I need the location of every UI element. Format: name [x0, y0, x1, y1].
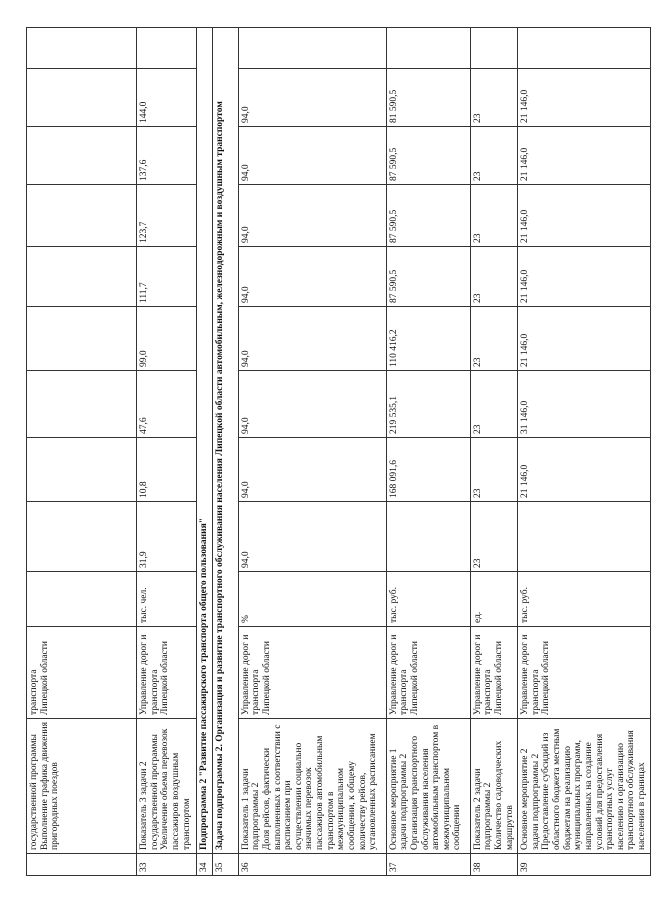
row-name: Показатель 3 задачи 2 государственной программы Увеличение объема перевозок пассажиров воздушным транспортом: [137, 719, 197, 854]
row-value: 21 146,0: [518, 185, 651, 247]
row-unit: [27, 572, 137, 627]
row-value: 168 091,6: [386, 438, 470, 502]
task-header: Задача подпрограммы 2. Организация и развитие транспортного обслуживания населения Липецкой области автомобильным, железнодорожным и воздушным транспортом: [212, 28, 238, 854]
row-value: [27, 371, 137, 438]
row-value: 94,0: [238, 502, 386, 572]
row-value: 94,0: [238, 371, 386, 438]
row-number: 38: [470, 854, 518, 876]
row-value: 10,8: [137, 438, 197, 502]
row-value: 23: [470, 247, 518, 307]
row-value: 23: [470, 371, 518, 438]
row-number: 39: [518, 854, 651, 876]
row-name: государственной программы Выполнение графика движения пригородных поездов: [27, 719, 137, 854]
row-value: 23: [470, 438, 518, 502]
subprogram-header: Подпрограмма 2 "Развитие пассажирского транспорта общего пользования": [197, 28, 213, 854]
table-row: [212, 28, 238, 876]
row-value: 23: [470, 69, 518, 127]
row-unit: тыс. руб.: [386, 572, 470, 627]
table-body: [27, 28, 651, 876]
row-value: [137, 28, 197, 69]
row-executor: Управление дорог и транспорта Липецкой области: [386, 627, 470, 719]
row-number: 36: [238, 854, 386, 876]
row-number: 33: [137, 854, 197, 876]
row-number: [27, 854, 137, 876]
row-value: 23: [470, 307, 518, 371]
row-value: 47,6: [137, 371, 197, 438]
row-value: 219 535,1: [386, 371, 470, 438]
row-name: Основное мероприятие 2 задачи подпрограммы 2 Предоставление субсидий из областного бюджета местным бюджетам на реализацию муниципальных программ, направленных на создание условий для предоставления транспортных услуг населению и организацию транспортного обслуживания населения в границах: [518, 719, 651, 854]
row-value: 23: [470, 502, 518, 572]
row-value: 94,0: [238, 185, 386, 247]
row-value: 111,7: [137, 247, 197, 307]
row-value: 21 146,0: [518, 127, 651, 185]
row-unit: тыс. руб.: [518, 572, 651, 627]
row-value: 94,0: [238, 69, 386, 127]
row-value: 123,7: [137, 185, 197, 247]
row-value: 110 416,2: [386, 307, 470, 371]
table-row: [197, 28, 213, 876]
row-executor: Управление дорог и транспорта Липецкой области: [137, 627, 197, 719]
row-executor: Управление дорог и транспорта Липецкой области: [470, 627, 518, 719]
row-value: [27, 127, 137, 185]
row-name: Показатель 1 задачи подпрограммы 2 Доля рейсов, фактически выполненных в соответствии с расписанием при осуществлении социально значимых перевозок пассажиров автомобильным транспортом в межмуниципальном сообщении, к общему количеству рейсов, установленных расписанием: [238, 719, 386, 854]
row-value: [27, 247, 137, 307]
row-value: [518, 502, 651, 572]
table-row: [470, 28, 518, 876]
row-value: [386, 28, 470, 69]
row-value: 21 146,0: [518, 307, 651, 371]
row-executor: Управление дорог и транспорта Липецкой области: [518, 627, 651, 719]
row-unit: ед.: [470, 572, 518, 627]
table-row: [386, 28, 470, 876]
row-value: 87 590,5: [386, 247, 470, 307]
row-unit: тыс. чел.: [137, 572, 197, 627]
table-row: [137, 28, 197, 876]
row-name: Основное мероприятие 1 задачи подпрограммы 2 Организация транспортного обслуживания населения автомобильным транспортом в межмуниципальном сообщении: [386, 719, 470, 854]
row-number: 37: [386, 854, 470, 876]
row-value: 21 146,0: [518, 438, 651, 502]
table-row: [238, 28, 386, 876]
row-value: [27, 438, 137, 502]
row-value: 23: [470, 127, 518, 185]
row-value: [27, 28, 137, 69]
row-value: 94,0: [238, 438, 386, 502]
rotated-table-wrapper: [26, 28, 647, 876]
row-number: 35: [212, 854, 238, 876]
row-value: 21 146,0: [518, 69, 651, 127]
row-value: 81 590,5: [386, 69, 470, 127]
row-value: 87 590,5: [386, 185, 470, 247]
row-value: 94,0: [238, 307, 386, 371]
row-value: [518, 28, 651, 69]
row-value: [27, 185, 137, 247]
row-number: 34: [197, 854, 213, 876]
row-value: 94,0: [238, 127, 386, 185]
row-value: [27, 502, 137, 572]
row-value: 99,0: [137, 307, 197, 371]
indicators-table: [26, 27, 651, 876]
row-value: [386, 502, 470, 572]
row-value: [27, 307, 137, 371]
row-value: 94,0: [238, 247, 386, 307]
row-value: [470, 28, 518, 69]
table-row: [518, 28, 651, 876]
row-value: 137,6: [137, 127, 197, 185]
row-executor: транспорта Липецкой области: [27, 627, 137, 719]
row-executor: Управление дорог и транспорта Липецкой области: [238, 627, 386, 719]
row-value: [238, 28, 386, 69]
row-value: 144,0: [137, 69, 197, 127]
row-value: 31,9: [137, 502, 197, 572]
row-name: Показатель 2 задачи подпрограммы 2 Количество садоводческих маршрутов: [470, 719, 518, 854]
row-unit: %: [238, 572, 386, 627]
row-value: 31 146,0: [518, 371, 651, 438]
row-value: [27, 69, 137, 127]
row-value: 87 590,5: [386, 127, 470, 185]
row-value: 23: [470, 185, 518, 247]
table-row: [27, 28, 137, 876]
row-value: 21 146,0: [518, 247, 651, 307]
